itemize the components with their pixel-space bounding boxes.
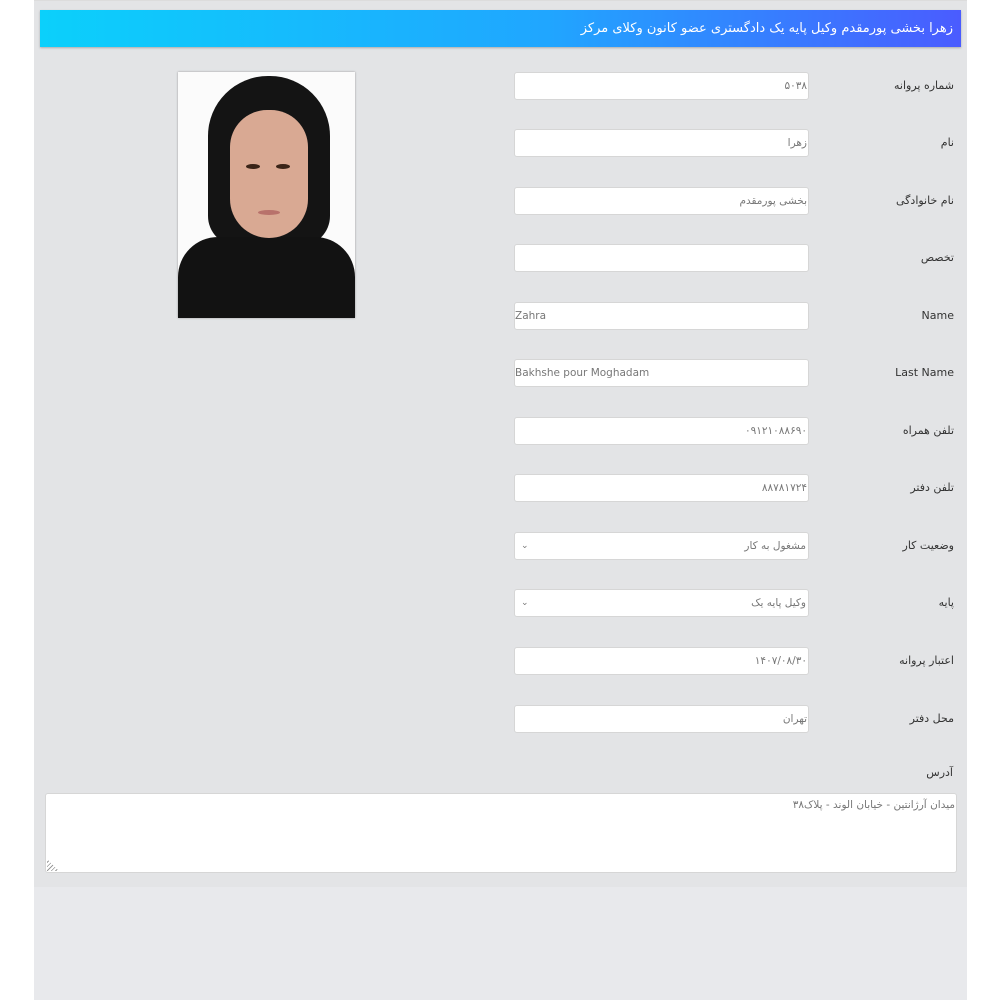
chevron-down-icon: ⌄ [521,598,529,608]
grade-selected-value: وکیل پایه یک [751,597,806,609]
field-row-last-name [514,187,954,215]
license-number-label: شماره پروانه [894,79,954,92]
office-phone-input[interactable]: ۸۸۷۸۱۷۲۴ [514,474,809,502]
field-row-specialty [514,244,954,272]
field-row-license-number [514,72,954,100]
last-name-label: نام خانوادگی [896,194,954,207]
photo-body-shape [178,237,355,318]
grade-select[interactable] [514,589,809,617]
license-validity-label: اعتبار پروانه [899,654,954,667]
office-location-label: محل دفتر [909,712,954,725]
mobile-phone-input[interactable]: ۰۹۱۲۱۰۸۸۶۹۰ [514,417,809,445]
name-en-label: Name [921,309,954,322]
page-title: زهرا بخشی پورمقدم وکیل پایه یک دادگستری عضو کانون وکلای مرکز [580,21,953,36]
work-status-selected-value: مشغول به کار [744,540,806,552]
address-label: آدرس [926,766,953,779]
address-textarea[interactable] [45,793,957,873]
photo-eye-left [246,164,260,169]
photo-face-shape [230,110,308,238]
chevron-down-icon: ⌄ [521,541,529,551]
last-name-en-label: Last Name [895,366,954,379]
field-row-office-phone [514,474,954,502]
license-validity-input[interactable]: ۱۴۰۷/۰۸/۳۰ [514,647,809,675]
office-phone-label: تلفن دفتر [910,481,954,494]
profile-header [40,10,961,47]
field-row-last-name-en [514,359,954,387]
name-en-input[interactable]: Zahra [514,302,809,330]
field-row-grade [514,589,954,617]
field-row-name-en [514,302,954,330]
office-location-input[interactable]: تهران [514,705,809,733]
first-name-input[interactable]: زهرا [514,129,809,157]
field-row-work-status [514,532,954,560]
resize-handle-icon[interactable] [47,859,59,871]
specialty-label: تخصص [920,251,954,264]
grade-label: پایه [938,596,954,609]
field-row-office-location [514,705,954,733]
last-name-en-input[interactable]: Bakhshe pour Moghadam [514,359,809,387]
address-text: میدان آرژانتین - خیابان الوند - پلاک۳۸ [792,799,955,811]
field-row-first-name [514,129,954,157]
license-number-input[interactable]: ۵۰۳۸ [514,72,809,100]
specialty-input[interactable] [514,244,809,272]
mobile-phone-label: تلفن همراه [902,424,954,437]
photo-lips [258,210,280,215]
field-row-mobile-phone [514,417,954,445]
field-row-license-validity [514,647,954,675]
last-name-input[interactable]: بخشی پورمقدم [514,187,809,215]
work-status-select[interactable] [514,532,809,560]
work-status-label: وضعیت کار [902,539,954,552]
lawyer-photo [178,72,355,318]
photo-eye-right [276,164,290,169]
first-name-label: نام [940,136,954,149]
